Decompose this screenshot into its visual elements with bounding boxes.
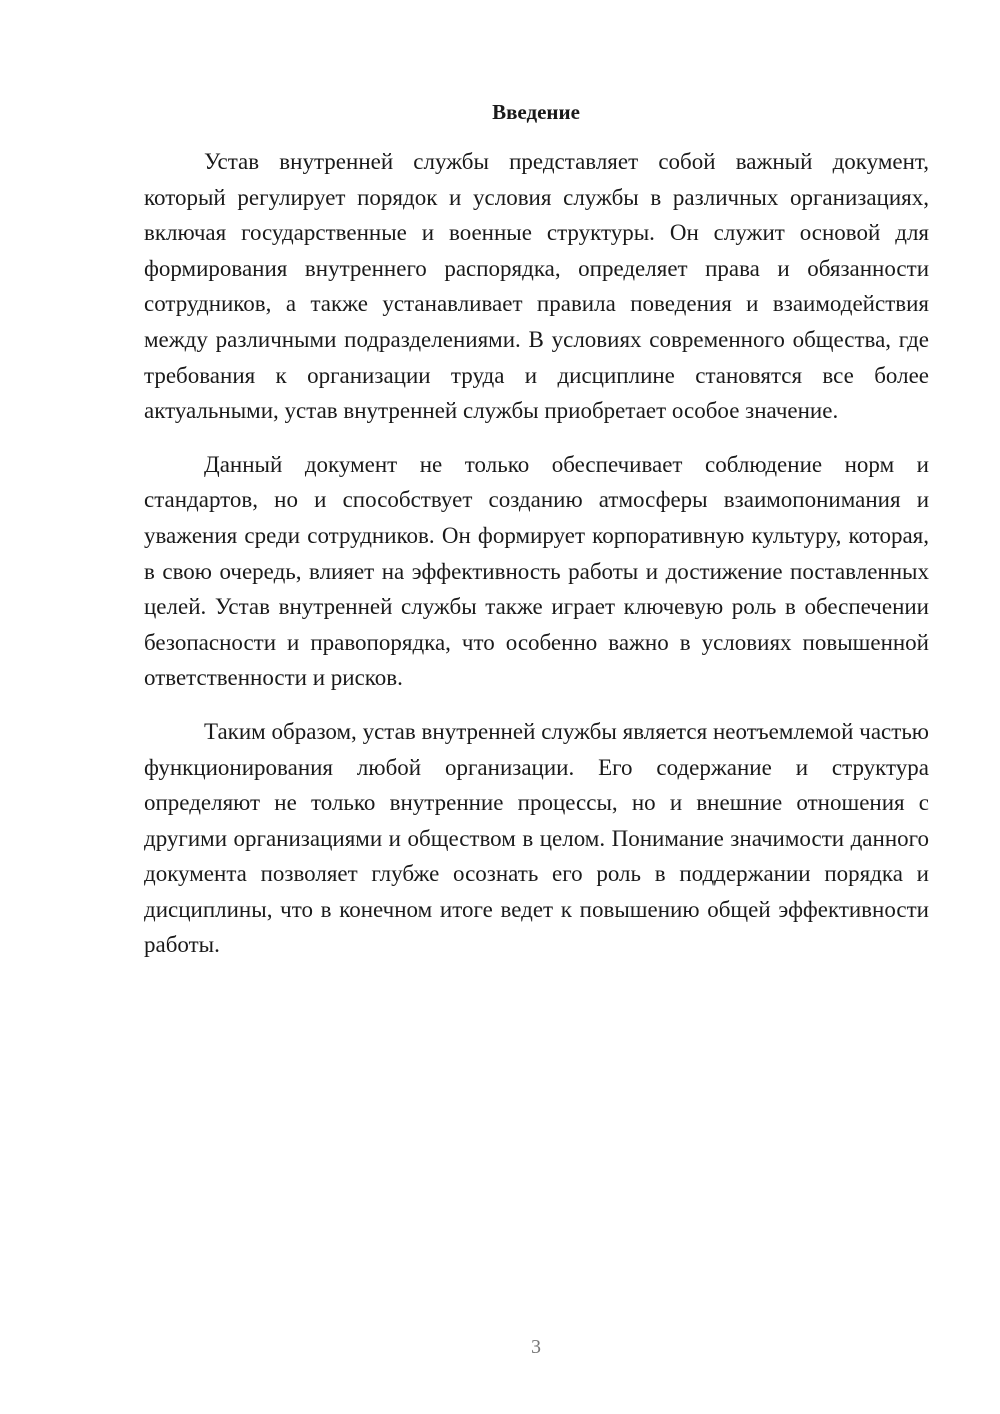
paragraph-3: Таким образом, устав внутренней службы является неотъемлемой частью функционирования любой организации. Его содержание и структура определяют не только внутренние процессы, но и внешние отношения с другими организациями и обществом в целом. Понимание значимости данного документа позволяет глубже осознать его роль в поддержании порядка и дисциплины, что в конечном итоге ведет к повышению общей эффективности работы. xyxy=(144,718,929,958)
document-body xyxy=(144,144,929,963)
page-title: Введение xyxy=(492,100,580,124)
paragraph-1: Устав внутренней службы представляет собой важный документ, который регулирует порядок и условия службы в различных организациях, включая государственные и военные структуры. Он служит основой для формирования внутреннего распорядка, определяет права и обязанности сотрудников, а также устанавливает правила поведения и взаимодействия между различными подразделениями. В условиях современного общества, где требования к организации труда и дисциплине становятся все более актуальными, устав внутренней службы приобретает особое значение. xyxy=(144,149,929,424)
paragraph-2: Данный документ не только обеспечивает соблюдение норм и стандартов, но и способствует созданию атмосферы взаимопонимания и уважения среди сотрудников. Он формирует корпоративную культуру, которая, в свою очередь, влияет на эффективность работы и достижение поставленных целей. Устав внутренней службы также играет ключевую роль в обеспечении безопасности и правопорядка, что особенно важно в условиях повышенной ответственности и рисков. xyxy=(144,451,929,691)
page-number: 3 xyxy=(531,1336,541,1358)
